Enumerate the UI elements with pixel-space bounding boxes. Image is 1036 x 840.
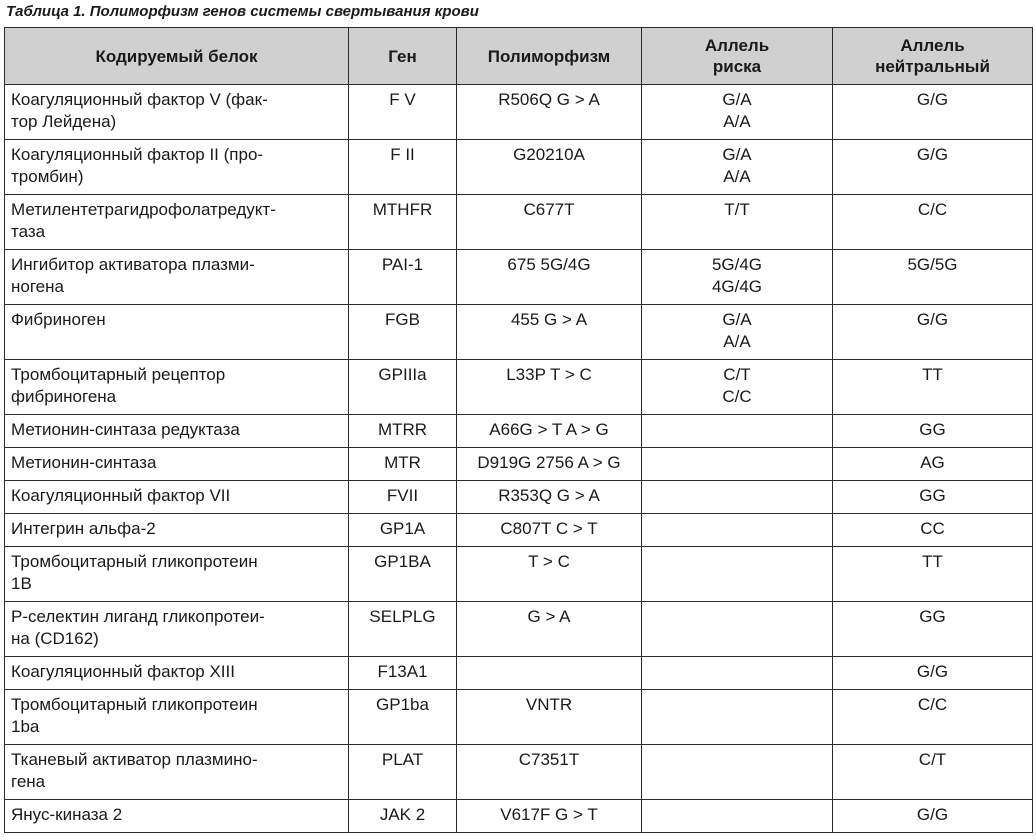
cell-gene: MTHFR [349, 195, 457, 250]
cell-risk-allele [642, 360, 833, 415]
cell-neutral-allele: TT [833, 547, 1033, 602]
cell-gene: FVII [349, 481, 457, 514]
cell-neutral-allele: AG [833, 448, 1033, 481]
cell-polymorphism: 675 5G/4G [457, 250, 642, 305]
cell-protein [5, 602, 349, 657]
cell-gene: GP1ba [349, 690, 457, 745]
header-risk-allele-line2: риска [712, 57, 762, 76]
table-row [5, 195, 1033, 250]
cell-protein [5, 305, 349, 360]
cell-neutral-allele: G/G [833, 657, 1033, 690]
cell-gene: F13A1 [349, 657, 457, 690]
cell-protein-line: Тромбоцитарный гликопротеин [11, 695, 258, 714]
table-row [5, 415, 1033, 448]
table-row [5, 657, 1033, 690]
cell-gene: F II [349, 140, 457, 195]
header-risk-allele-line1: Аллель [704, 36, 770, 55]
cell-neutral-allele: C/C [833, 690, 1033, 745]
cell-neutral-allele: GG [833, 602, 1033, 657]
cell-risk-allele [642, 415, 833, 448]
cell-neutral-allele: GG [833, 415, 1033, 448]
cell-gene: PLAT [349, 745, 457, 800]
cell-protein-line: таза [11, 222, 46, 241]
cell-risk-allele-line: G/A [722, 145, 752, 164]
cell-protein [5, 514, 349, 547]
cell-polymorphism: R353Q G > A [457, 481, 642, 514]
cell-risk-allele [642, 448, 833, 481]
cell-risk-allele-line: A/A [723, 332, 751, 351]
cell-protein [5, 547, 349, 602]
cell-neutral-allele: C/C [833, 195, 1033, 250]
cell-protein [5, 85, 349, 140]
table-row [5, 448, 1033, 481]
table-row [5, 514, 1033, 547]
cell-risk-allele [642, 547, 833, 602]
table-row [5, 140, 1033, 195]
cell-polymorphism: C7351T [457, 745, 642, 800]
cell-risk-allele-line: G/A [722, 310, 752, 329]
cell-risk-allele [642, 250, 833, 305]
cell-protein-line: на (CD162) [11, 629, 99, 648]
cell-risk-allele [642, 140, 833, 195]
cell-protein-line: Тканевый активатор плазмино- [11, 750, 258, 769]
cell-polymorphism: R506Q G > A [457, 85, 642, 140]
cell-protein [5, 140, 349, 195]
cell-protein [5, 250, 349, 305]
header-gene: Ген [349, 28, 457, 85]
cell-risk-allele [642, 690, 833, 745]
table-row [5, 690, 1033, 745]
cell-protein-line: Коагуляционный фактор VII [11, 486, 231, 505]
cell-protein-line: Интегрин альфа-2 [11, 519, 156, 538]
table-row [5, 547, 1033, 602]
cell-protein [5, 800, 349, 833]
cell-risk-allele [642, 195, 833, 250]
cell-risk-allele [642, 602, 833, 657]
cell-risk-allele [642, 85, 833, 140]
table-row [5, 305, 1033, 360]
cell-risk-allele [642, 481, 833, 514]
cell-risk-allele-line: A/A [723, 112, 751, 131]
cell-risk-allele-line: 4G/4G [711, 277, 763, 296]
cell-polymorphism [457, 657, 642, 690]
table-header-row [5, 28, 1033, 85]
cell-risk-allele-line: T/T [724, 200, 750, 219]
cell-neutral-allele: G/G [833, 305, 1033, 360]
cell-protein [5, 745, 349, 800]
cell-gene: PAI-1 [349, 250, 457, 305]
cell-gene: GPIIIa [349, 360, 457, 415]
table-row [5, 250, 1033, 305]
header-neutral-allele [833, 28, 1033, 85]
cell-protein-line: Метионин-синтаза [11, 453, 157, 472]
header-polymorphism: Полиморфизм [457, 28, 642, 85]
cell-protein [5, 195, 349, 250]
cell-protein-line: Коагуляционный фактор V (фак- [11, 90, 268, 109]
cell-protein-line: Коагуляционный фактор XIII [11, 662, 235, 681]
cell-gene: GP1A [349, 514, 457, 547]
cell-polymorphism: C807T C > T [457, 514, 642, 547]
cell-neutral-allele: 5G/5G [833, 250, 1033, 305]
cell-gene: F V [349, 85, 457, 140]
cell-risk-allele [642, 745, 833, 800]
cell-protein [5, 657, 349, 690]
cell-risk-allele-line: C/C [722, 387, 752, 406]
cell-protein-line: Метионин-синтаза редуктаза [11, 420, 240, 439]
cell-protein [5, 481, 349, 514]
cell-risk-allele-line: C/T [723, 365, 751, 384]
cell-protein-line: фибриногена [11, 387, 117, 406]
cell-protein-line: 1B [11, 574, 32, 593]
cell-gene: FGB [349, 305, 457, 360]
cell-polymorphism: C677T [457, 195, 642, 250]
table-row [5, 360, 1033, 415]
cell-protein-line: тор Лейдена) [11, 112, 117, 131]
cell-protein-line: Метилентетрагидрофолатредукт- [11, 200, 276, 219]
cell-protein-line: тромбин) [11, 167, 84, 186]
cell-risk-allele [642, 514, 833, 547]
cell-gene: GP1BA [349, 547, 457, 602]
cell-polymorphism: L33P T > C [457, 360, 642, 415]
table-caption: Таблица 1. Полиморфизм генов системы свертывания крови [6, 3, 479, 20]
cell-risk-allele-line: A/A [723, 167, 751, 186]
cell-polymorphism: G20210A [457, 140, 642, 195]
cell-protein-line: Тромбоцитарный гликопротеин [11, 552, 258, 571]
table-body [5, 85, 1033, 833]
cell-risk-allele-line: G/A [722, 90, 752, 109]
cell-polymorphism: T > C [457, 547, 642, 602]
cell-risk-allele [642, 305, 833, 360]
cell-protein [5, 415, 349, 448]
cell-protein [5, 360, 349, 415]
cell-protein-line: гена [11, 772, 46, 791]
cell-polymorphism: D919G 2756 A > G [457, 448, 642, 481]
table-row [5, 85, 1033, 140]
cell-neutral-allele: G/G [833, 140, 1033, 195]
cell-polymorphism: 455 G > A [457, 305, 642, 360]
table-row [5, 800, 1033, 833]
cell-protein-line: Коагуляционный фактор II (про- [11, 145, 264, 164]
cell-neutral-allele: CC [833, 514, 1033, 547]
cell-gene: SELPLG [349, 602, 457, 657]
cell-neutral-allele: GG [833, 481, 1033, 514]
cell-risk-allele-line: 5G/4G [711, 255, 763, 274]
cell-neutral-allele: G/G [833, 85, 1033, 140]
cell-protein [5, 448, 349, 481]
header-protein: Кодируемый белок [5, 28, 349, 85]
table-row [5, 481, 1033, 514]
cell-gene: JAK 2 [349, 800, 457, 833]
header-risk-allele [642, 28, 833, 85]
cell-protein [5, 690, 349, 745]
table-row [5, 745, 1033, 800]
cell-neutral-allele: G/G [833, 800, 1033, 833]
cell-polymorphism: A66G > T A > G [457, 415, 642, 448]
cell-protein-line: Р-селектин лиганд гликопротеи- [11, 607, 265, 626]
table-row [5, 602, 1033, 657]
cell-protein-line: ногена [11, 277, 64, 296]
cell-gene: MTR [349, 448, 457, 481]
cell-polymorphism: V617F G > T [457, 800, 642, 833]
header-neutral-allele-line2: нейтральный [875, 57, 990, 76]
cell-protein-line: 1ba [11, 717, 40, 736]
cell-protein-line: Тромбоцитарный рецептор [11, 365, 226, 384]
cell-neutral-allele: C/T [833, 745, 1033, 800]
cell-polymorphism: G > A [457, 602, 642, 657]
header-neutral-allele-line1: Аллель [900, 36, 965, 55]
cell-protein-line: Ингибитор активатора плазми- [11, 255, 255, 274]
cell-gene: MTRR [349, 415, 457, 448]
cell-protein-line: Фибриноген [11, 310, 106, 329]
cell-risk-allele [642, 800, 833, 833]
cell-risk-allele [642, 657, 833, 690]
cell-polymorphism: VNTR [457, 690, 642, 745]
polymorphism-table [4, 27, 1033, 833]
cell-protein-line: Янус-киназа 2 [11, 805, 123, 824]
cell-neutral-allele: TT [833, 360, 1033, 415]
